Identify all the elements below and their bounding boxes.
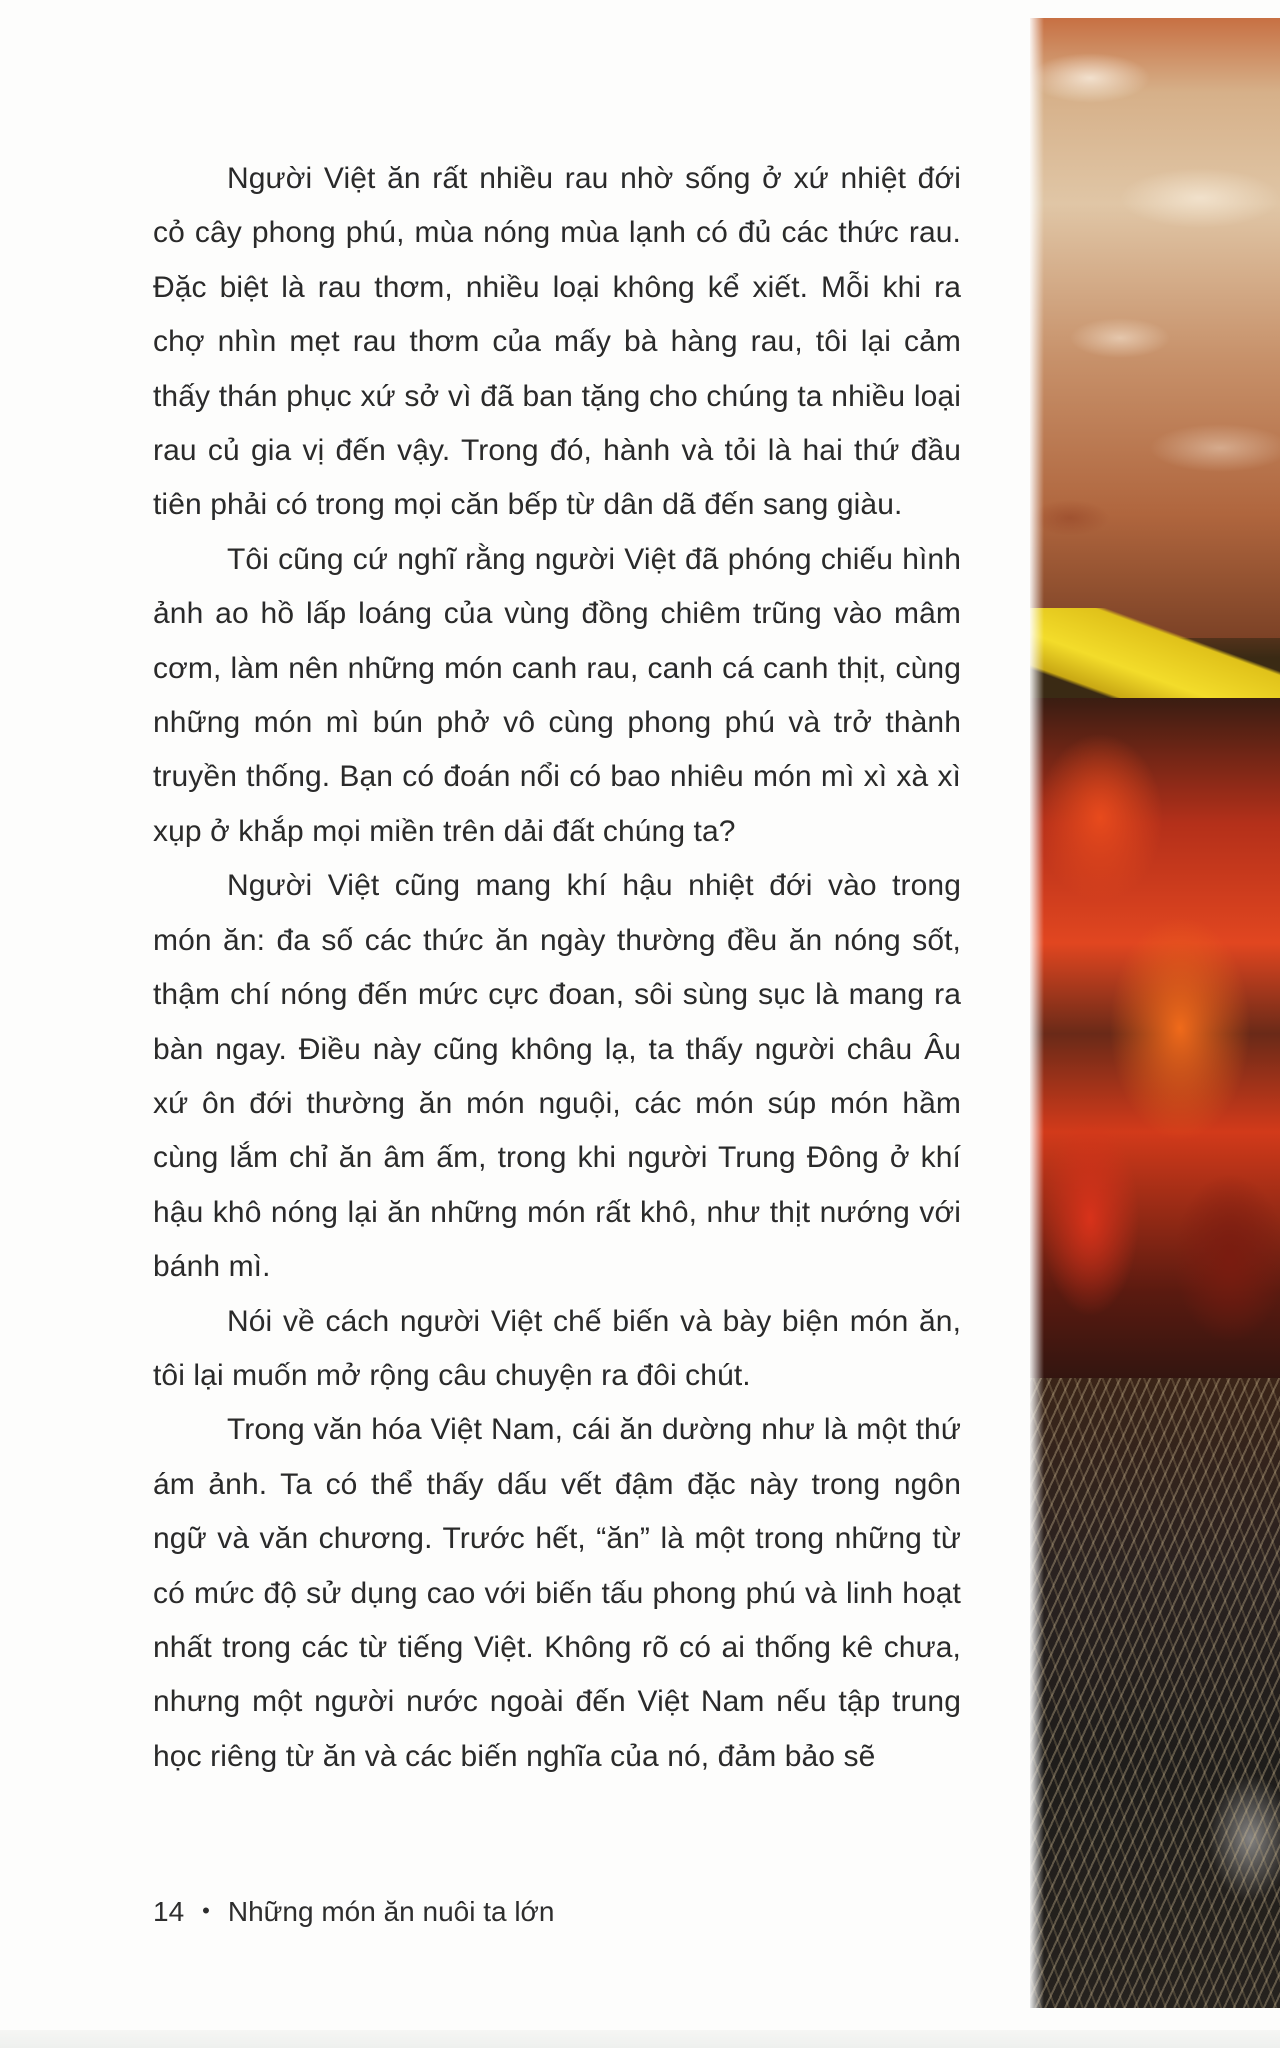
- page-number: 14: [153, 1896, 185, 1927]
- photo-edge-highlight: [1030, 18, 1044, 2008]
- paragraph-3: Người Việt cũng mang khí hậu nhiệt đới vào trong món ăn: đa số các thức ăn ngày thường đều ăn nóng sốt, thậm chí nóng đến mức cực đoan, sôi sùng sục là mang ra bàn ngay. Điều này cũng không lạ, ta thấy người châu Âu xứ ôn đới thường ăn món nguội, các món súp món hầm cùng lắm chỉ ăn âm ấm, trong khi người Trung Đông ở khí hậu khô nóng lại ăn những món rất khô, như thịt nướng với bánh mì.: [153, 869, 961, 1284]
- footer-bullet: •: [202, 1898, 210, 1923]
- page-bottom-edge: [0, 2030, 1280, 2048]
- paragraph-4: Nói về cách người Việt chế biến và bày biện món ăn, tôi lại muốn mở rộng câu chuyện ra đôi chút.: [153, 1304, 961, 1392]
- body-text: [153, 152, 961, 1784]
- food-photo-strip: [1030, 18, 1280, 2008]
- paragraph-1: Người Việt ăn rất nhiều rau nhờ sống ở xứ nhiệt đới cỏ cây phong phú, mùa nóng mùa lạnh có đủ các thức rau. Đặc biệt là rau thơm, nhiều loại không kể xiết. Mỗi khi ra chợ nhìn mẹt rau thơm của mấy bà hàng rau, tôi lại cảm thấy thán phục xứ sở vì đã ban tặng cho chúng ta nhiều loại rau củ gia vị đến vậy. Trong đó, hành và tỏi là hai thứ đầu tiên phải có trong mọi căn bếp từ dân dã đến sang giàu.: [153, 162, 961, 522]
- photo-red-pot: [1030, 698, 1280, 1398]
- photo-stone-texture: [1030, 18, 1280, 638]
- photo-dark-grains: [1030, 1378, 1280, 2008]
- page-footer: [153, 1896, 555, 1928]
- paragraph-2: Tôi cũng cứ nghĩ rằng người Việt đã phóng chiếu hình ảnh ao hồ lấp loáng của vùng đồng chiêm trũng vào mâm cơm, làm nên những món canh rau, canh cá canh thịt, cùng những món mì bún phở vô cùng phong phú và trở thành truyền thống. Bạn có đoán nổi có bao nhiêu món mì xì xà xì xụp ở khắp mọi miền trên dải đất chúng ta?: [153, 542, 961, 848]
- paragraph-5: Trong văn hóa Việt Nam, cái ăn dường như là một thứ ám ảnh. Ta có thể thấy dấu vết đậm đặc này trong ngôn ngữ và văn chương. Trước hết, “ăn” là một trong những từ có mức độ sử dụng cao với biến tấu phong phú và linh hoạt nhất trong các từ tiếng Việt. Không rõ có ai thống kê chưa, nhưng một người nước ngoài đến Việt Nam nếu tập trung học riêng từ ăn và các biến nghĩa của nó, đảm bảo sẽ: [153, 1413, 961, 1773]
- book-title: Những món ăn nuôi ta lớn: [227, 1896, 555, 1927]
